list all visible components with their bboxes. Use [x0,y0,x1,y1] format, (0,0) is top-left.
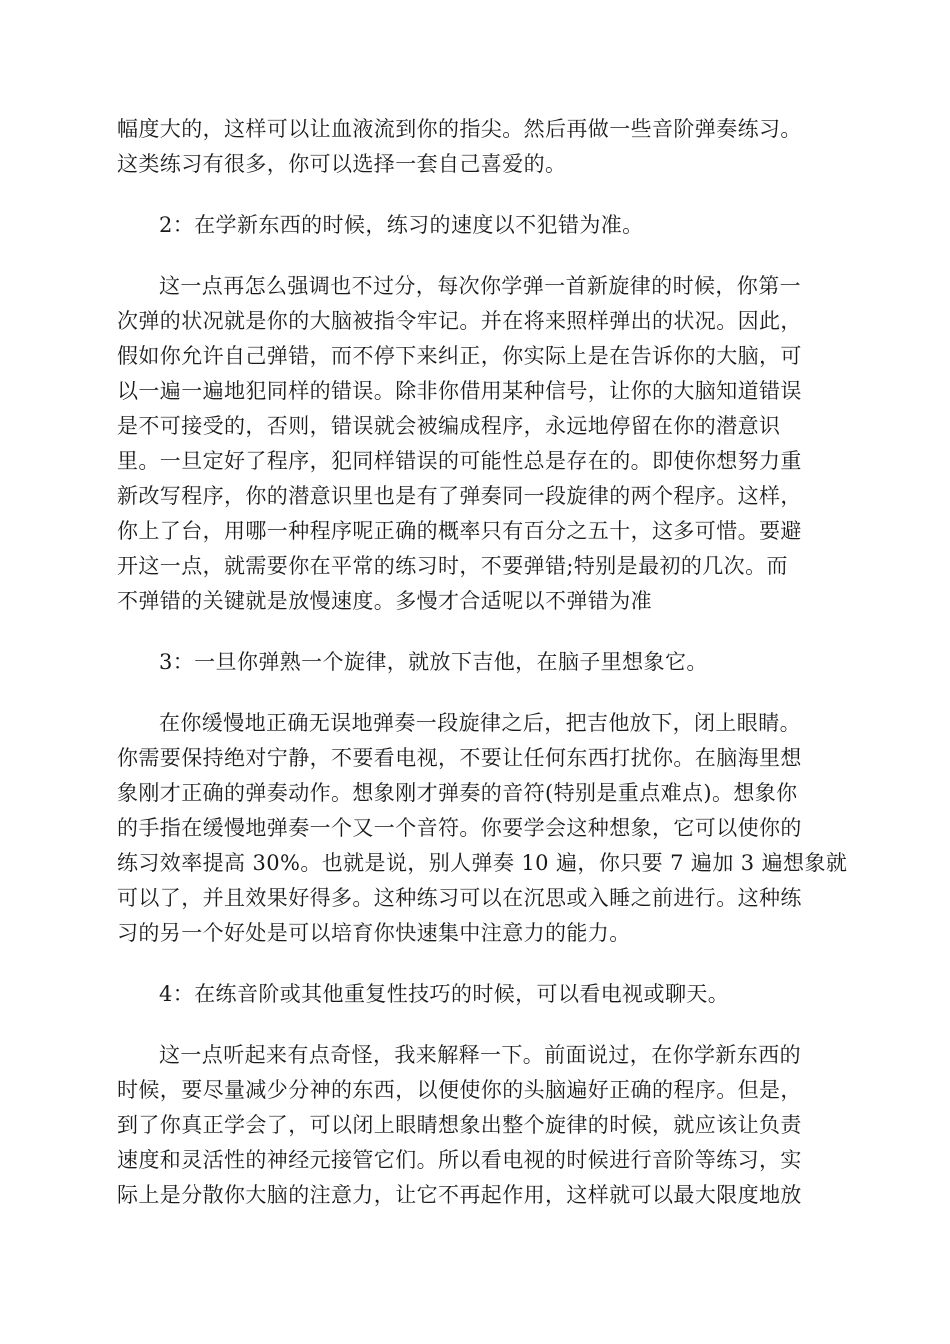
tip-3-heading [117,645,833,680]
text-line: 在你缓慢地正确无误地弹奏一段旋律之后，把吉他放下，闭上眼睛。 [159,711,801,735]
text-line: 象刚才正确的弹奏动作。想象刚才弹奏的音符(特别是重点难点)。想象你 [117,781,798,805]
text-line: 里。一旦定好了程序，犯同样错误的可能性总是存在的。即使你想努力重 [117,449,802,473]
text-line: 这类练习有很多，你可以选择一套自己喜爱的。 [117,152,567,176]
text-line: 新改写程序，你的潜意识里也是有了弹奏同一段旋律的两个程序。这样， [117,484,802,508]
text-line: 可以了，并且效果好得多。这种练习可以在沉思或入睡之前进行。这种练 [117,886,802,910]
text-line: 时候，要尽量减少分神的东西，以便使你的头脑遍好正确的程序。但是， [117,1078,802,1102]
text-line: 次弹的状况就是你的大脑被指令牢记。并在将来照样弹出的状况。因此， [117,309,802,333]
text-line: 的手指在缓慢地弹奏一个又一个音符。你要学会这种想象，它可以使你的 [117,816,802,840]
text-line: 这一点再怎么强调也不过分，每次你学弹一首新旋律的时候，你第一 [159,274,801,298]
text-line: 是不可接受的，否则，错误就会被编成程序，永远地停留在你的潜意识 [117,414,781,438]
tip-4-body [117,1038,833,1213]
heading-line: 3：一旦你弹熟一个旋律，就放下吉他，在脑子里想象它。 [159,650,708,674]
tip-2-heading [117,208,833,243]
text-line: 练习效率提高 30%。也就是说，别人弹奏 10 遍，你只要 7 遍加 3 遍想象就 [117,851,848,875]
text-line: 不弹错的关键就是放慢速度。多慢才合适呢以不弹错为准 [117,589,652,613]
text-line: 开这一点，就需要你在平常的练习时，不要弹错;特别是最初的几次。而 [117,554,788,578]
text-line: 以一遍一遍地犯同样的错误。除非你借用某种信号，让你的大脑知道错误 [117,379,802,403]
heading-line: 2：在学新东西的时候，练习的速度以不犯错为准。 [159,213,644,237]
tip-4-heading [117,977,833,1012]
text-line: 际上是分散你大脑的注意力，让它不再起作用，这样就可以最大限度地放 [117,1183,802,1207]
tip-3-body [117,706,848,951]
text-line: 习的另一个好处是可以培育你快速集中注意力的能力。 [117,921,631,945]
tip-2-body [117,269,833,619]
text-line: 幅度大的，这样可以让血液流到你的指尖。然后再做一些音阶弹奏练习。 [117,117,802,141]
text-line: 这一点听起来有点奇怪，我来解释一下。前面说过，在你学新东西的 [159,1043,801,1067]
paragraph-p1-continued [117,112,833,182]
document-page [117,112,848,1213]
text-line: 速度和灵活性的神经元接管它们。所以看电视的时候进行音阶等练习，实 [117,1148,802,1172]
heading-line: 4：在练音阶或其他重复性技巧的时候，可以看电视或聊天。 [159,982,730,1006]
text-line: 你上了台，用哪一种程序呢正确的概率只有百分之五十，这多可惜。要避 [117,519,802,543]
text-line: 假如你允许自己弹错，而不停下来纠正，你实际上是在告诉你的大脑，可 [117,344,802,368]
text-line: 你需要保持绝对宁静，不要看电视，不要让任何东西打扰你。在脑海里想 [117,746,802,770]
text-line: 到了你真正学会了，可以闭上眼睛想象出整个旋律的时候，就应该让负责 [117,1113,802,1137]
